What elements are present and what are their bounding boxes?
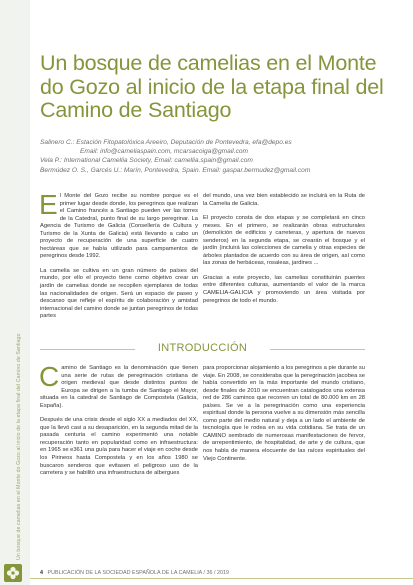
left-column-top <box>39 189 198 328</box>
paragraph-text: l Monte del Gozo recibe su nombre porque es el primer lugar desde donde, los peregrinos que realizan el Camino francés a Santiago pueden ver las torres de la Catedral, punto final de su largo peregrinar. La Agencia de Turismo de Galicia (Consellería de Cultura y Turismo de la Xunta de Galicia) está llevando a cabo un proyecto de recuperación de una superficie de cuatro hectáreas que se había utilizado para campamentos de peregrinos desde 1992. <box>40 193 198 260</box>
left-column-bottom <box>39 361 198 485</box>
author-line: Salinero C.: Estación Fitopatolóxica Areeiro, Deputación de Pontevedra, efa@depo.es <box>40 139 292 146</box>
paragraph: Después de una crisis desde el siglo XX a mediados del XX, que la llevó casi a su desaparición, en la segunda mitad de la pasada centuria el camino experimentó una notable recuperación tanto en popularidad como en infraestructura: en 1965 se e361 una guía para hacer el viaje en coche desde los Pirineos hasta Compostela y en los años 1980 se buscaron senderos que evitasen el peligroso uso de la carretera y se habilitó una infraestructura de albergues <box>40 417 198 477</box>
author-line: Email: info@cameliaspain.com, mcarsacoiga@gmail.com <box>80 148 249 156</box>
flower-icon <box>4 564 22 582</box>
footer-rule <box>30 578 413 579</box>
authors-block <box>40 138 400 175</box>
page-footer <box>40 570 229 576</box>
paragraph <box>39 189 198 261</box>
side-strip <box>0 0 30 585</box>
paragraph-text: amino de Santiago es la denominación que tienen una serie de rutas de peregrinación cristiana de origen medieval que desde distintos puntos de Europa se dirigen a la tumba de Santiago el Mayor, situada en la catedral de Santiago de Compostela (Galicia, España). <box>40 365 198 409</box>
drop-cap: E <box>39 189 58 220</box>
author-line: Bermúdez O. S., Garcés U.: Marín, Pontevedra, Spain. Email: gaspar.bermudez@gmail.com <box>40 166 311 174</box>
paragraph: para proporcionar alojamiento a los peregrinos a pie durante su viaje. En 2008, se consideraba que la peregrinación jacobea se había convertido en la más importante del mundo cristiano, desde finales de 2010 se encuentran catalogados una extensa red de 286 caminos que recorren un total de 80.000 km en 28 países. Se ve a la peregrinación como una experiencia espiritual donde la persona vuelve a su dimensión más sencilla como parte del medio natural y deja a un lado el ambiente de tecnología que le rodea en su vida cotidiana. Se trata de un CAMINO sembrado de numerosas manifestaciones de fervor, de arrepentimiento, de hospitalidad, de arte y de cultura, que nos habla de manera elocuente de las raíces espirituales del Viejo Continente. <box>203 365 365 462</box>
drop-cap: C <box>39 361 60 392</box>
side-running-title: Un bosque de camelias en el Monte do Gozo al inicio de la etapa final del Camino de Santiago <box>16 333 22 560</box>
right-column-top <box>203 193 365 312</box>
section-heading: INTRODUCCIÓN <box>40 342 365 354</box>
paragraph: La camelia se cultiva en un gran número de países del mundo, por ello el proyecto tiene como objetivo crear un jardín de camelias donde se recopilen ejemplares de todas las nacionalidades de origen. Será un espacio de paseo y descanso que refleje el espíritu de colaboración y amistad internacional del camino donde se juntan peregrinos de todas partes <box>40 267 198 320</box>
right-column-bottom <box>203 365 365 470</box>
paragraph: Gracias a este proyecto, las camelias constituirán puentes entre diferentes culturas, aumentando el valor de la marca CAMELIA-GALICIA y promoviendo un área visitada por peregrinos de todo el mundo. <box>203 274 365 304</box>
author-line: Vela P.: International Camellia Society, Email: camellia.spain@gmail.com <box>40 157 253 165</box>
footer-text: PUBLICACIÓN DE LA SOCIEDAD ESPAÑOLA DE LA CAMELIA / 36 / 2019 <box>47 570 229 576</box>
paragraph: del mundo, una vez bien establecido se incluirá en la Ruta de la Camelia de Galicia. <box>203 193 365 207</box>
paragraph: El proyecto consta de dos etapas y se completará en cinco meses. En el primero, se realizarán obras estructurales (demolición de edificios y carreteras, y apertura de nuevos senderos) en la segunda etapa, se crearán el bosque y el jardín (incluirá las colecciones de camelia y otras especies de árboles plantados de acuerdo con su área de origen, así como las zonas de herbáceas, rosaleas, jardines ... <box>203 215 365 267</box>
page-number: 4 <box>40 570 43 576</box>
paragraph <box>39 361 198 410</box>
article-title: Un bosque de camelias en el Monte do Gozo al inicio de la etapa final del Camino de Santiago <box>40 51 384 122</box>
